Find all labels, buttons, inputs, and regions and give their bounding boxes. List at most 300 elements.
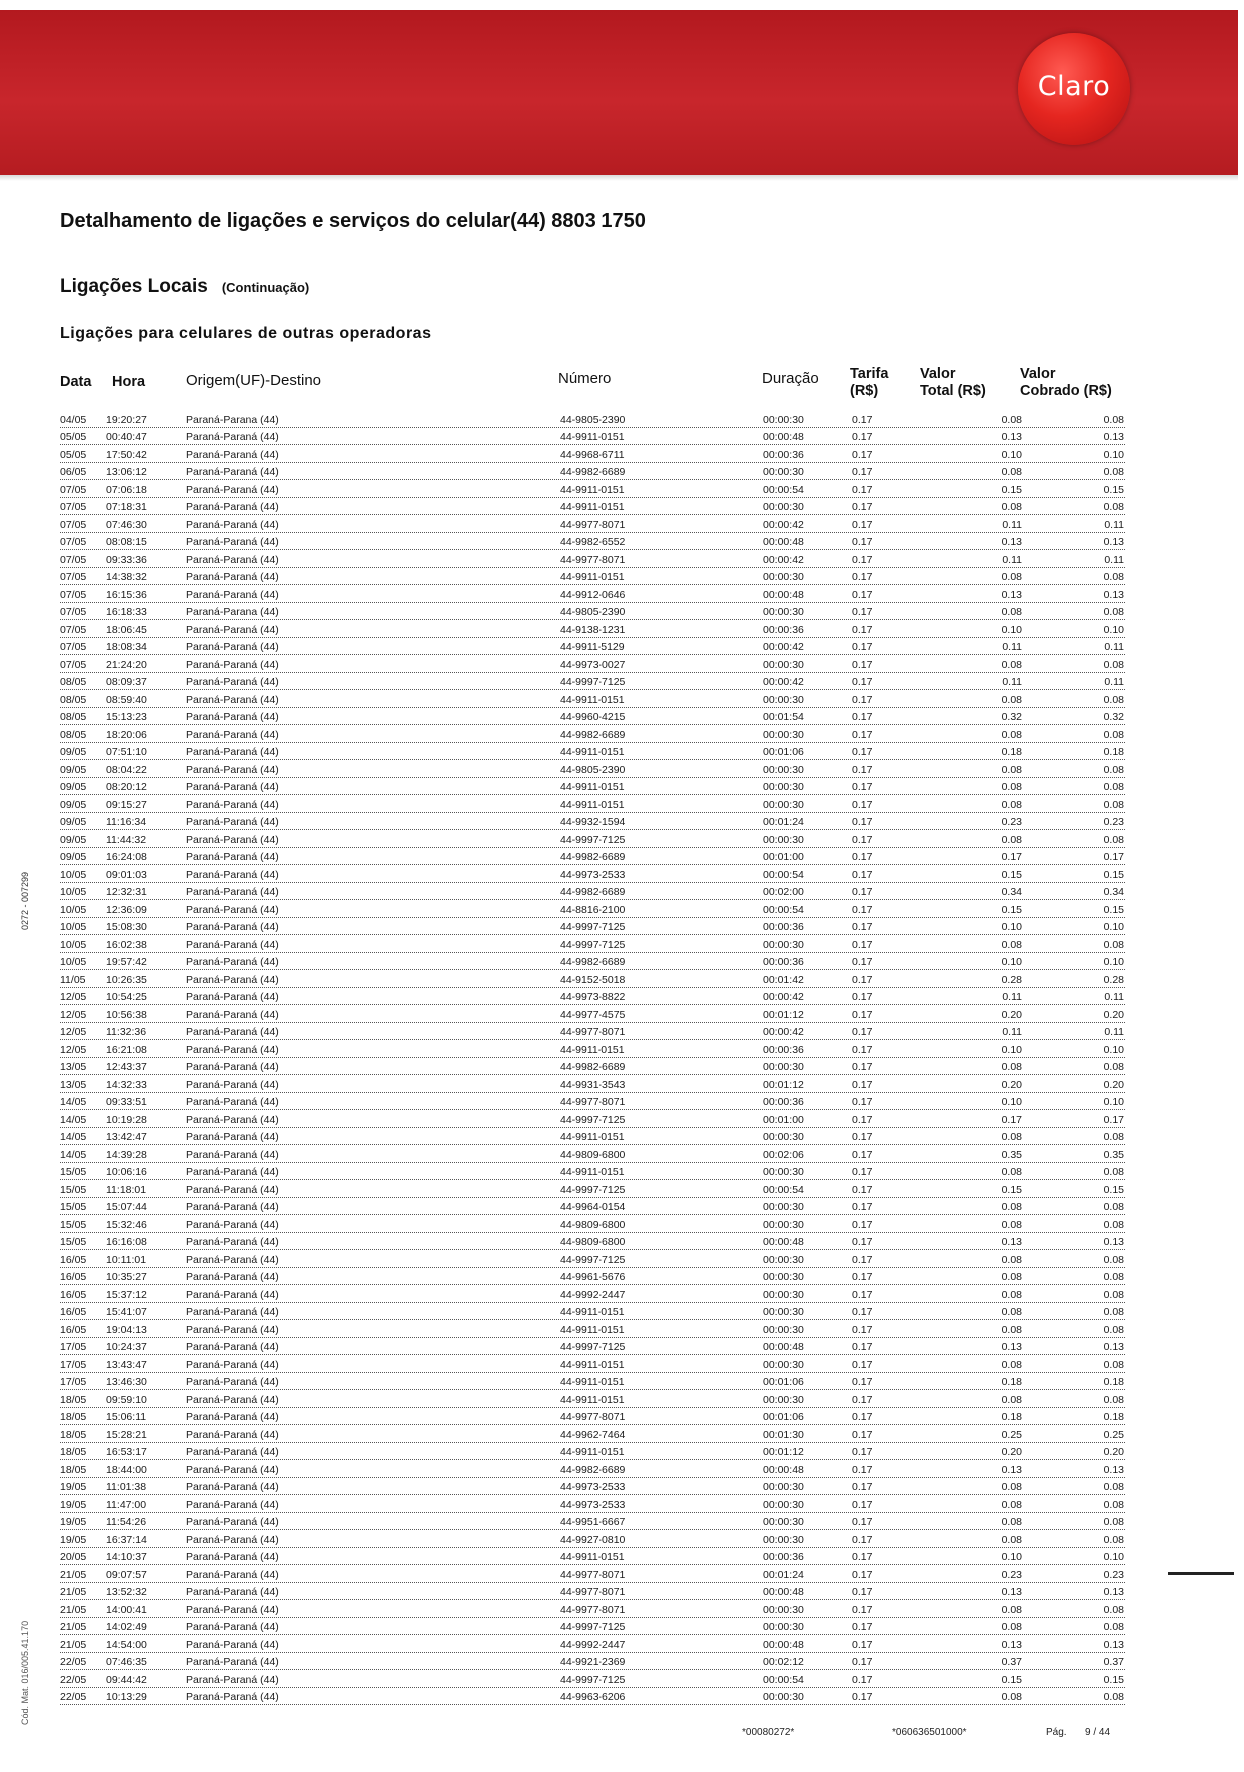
cell-tarifa: 0.17 — [852, 746, 873, 758]
cell-numero: 44-9921-2369 — [560, 1656, 626, 1668]
cell-origem: Paraná-Paraná (44) — [186, 728, 279, 741]
cell-valor-cobrado: 0.08 — [1103, 693, 1124, 706]
cell-origem: Paraná-Paraná (44) — [186, 991, 279, 1003]
cell-duracao: 00:01:12 — [763, 1078, 804, 1091]
cell-valor-total: 0.08 — [1001, 658, 1022, 671]
cell-valor-total: 0.10 — [1001, 1096, 1022, 1108]
cell-tarifa: 0.17 — [852, 921, 873, 933]
cell-origem: Paraná-Paraná (44) — [186, 1603, 279, 1616]
cell-numero: 44-9911-0151 — [560, 781, 625, 793]
cell-numero: 44-9997-7125 — [560, 1183, 626, 1196]
cell-valor-cobrado: 0.08 — [1103, 1201, 1124, 1213]
cell-numero: 44-9997-7125 — [560, 1113, 626, 1126]
cell-origem: Paraná-Paraná (44) — [186, 1008, 279, 1021]
cell-duracao: 00:00:30 — [763, 1481, 804, 1493]
cell-valor-cobrado: 0.20 — [1103, 1078, 1124, 1091]
cell-numero: 44-9992-2447 — [560, 1638, 626, 1651]
table-row — [60, 1110, 1125, 1128]
cell-valor-total: 0.08 — [1001, 466, 1022, 478]
cell-tarifa: 0.17 — [852, 1096, 873, 1108]
cell-data: 15/05 — [60, 1218, 87, 1231]
cell-valor-cobrado: 0.08 — [1103, 1131, 1124, 1143]
cell-data: 19/05 — [60, 1498, 87, 1511]
cell-duracao: 00:01:12 — [763, 1008, 804, 1021]
cell-origem: Paraná-Parana (44) — [186, 606, 279, 618]
cell-valor-cobrado: 0.08 — [1103, 798, 1124, 811]
cell-valor-cobrado: 0.32 — [1103, 711, 1124, 723]
cell-tarifa: 0.17 — [852, 1621, 873, 1633]
table-row — [60, 428, 1125, 446]
cell-hora: 12:43:37 — [106, 1061, 147, 1073]
cell-valor-cobrado: 0.13 — [1103, 588, 1124, 601]
cell-hora: 07:46:35 — [106, 1656, 147, 1668]
cell-valor-total: 0.25 — [1001, 1428, 1022, 1441]
cell-tarifa: 0.17 — [852, 1323, 873, 1336]
cell-duracao: 00:02:12 — [763, 1656, 804, 1668]
cell-origem: Paraná-Paraná (44) — [186, 1236, 279, 1248]
cell-valor-cobrado: 0.08 — [1103, 466, 1124, 478]
cell-valor-cobrado: 0.10 — [1103, 921, 1124, 933]
cell-valor-cobrado: 0.11 — [1104, 991, 1124, 1003]
cell-valor-total: 0.23 — [1001, 1568, 1022, 1581]
cell-numero: 44-9982-6689 — [560, 886, 626, 898]
cell-duracao: 00:00:30 — [763, 1253, 804, 1266]
cell-hora: 21:24:20 — [106, 658, 147, 671]
cell-valor-total: 0.08 — [1001, 781, 1022, 793]
cell-data: 18/05 — [60, 1463, 87, 1476]
cell-hora: 16:53:17 — [106, 1446, 147, 1458]
cell-data: 16/05 — [60, 1306, 87, 1318]
cell-valor-total: 0.08 — [1001, 1393, 1022, 1406]
cell-hora: 08:59:40 — [106, 693, 147, 706]
section-note: (Continuação) — [221, 280, 310, 295]
table-row — [60, 1653, 1125, 1671]
col-header-valor-cobrado — [1020, 366, 1112, 400]
cell-origem: Paraná-Paraná (44) — [186, 1621, 279, 1633]
cell-tarifa: 0.17 — [852, 1568, 873, 1581]
cell-hora: 11:47:00 — [106, 1498, 147, 1511]
cell-tarifa: 0.17 — [852, 851, 873, 863]
cell-tarifa: 0.17 — [852, 1358, 873, 1371]
cell-duracao: 00:00:30 — [763, 1271, 804, 1283]
cell-hora: 11:16:34 — [106, 816, 147, 828]
cell-data: 18/05 — [60, 1411, 87, 1423]
cell-data: 07/05 — [60, 501, 87, 513]
cell-duracao: 00:02:06 — [763, 1148, 804, 1161]
cell-duracao: 00:00:42 — [763, 1026, 804, 1038]
cell-numero: 44-9997-7125 — [560, 676, 626, 688]
col-header-numero: Número — [558, 370, 612, 387]
cell-duracao: 00:00:30 — [763, 1288, 804, 1301]
cell-origem: Paraná-Paraná (44) — [186, 921, 279, 933]
cell-hora: 14:39:28 — [106, 1148, 147, 1161]
table-row — [60, 1600, 1125, 1618]
cell-valor-total: 0.18 — [1001, 1411, 1022, 1423]
cell-valor-cobrado: 0.10 — [1103, 623, 1124, 636]
call-table — [60, 410, 1125, 1705]
section-name: Ligações Locais — [60, 276, 208, 297]
table-row — [60, 743, 1125, 761]
cell-numero: 44-9977-8071 — [560, 1411, 626, 1423]
cell-duracao: 00:00:36 — [763, 1096, 804, 1108]
cell-valor-total: 0.10 — [1001, 1043, 1022, 1056]
cell-valor-cobrado: 0.08 — [1103, 1533, 1124, 1546]
cell-data: 04/05 — [60, 413, 87, 426]
cell-tarifa: 0.17 — [852, 1113, 873, 1126]
cell-valor-cobrado: 0.08 — [1103, 1481, 1124, 1493]
cell-hora: 16:16:08 — [106, 1236, 147, 1248]
cell-origem: Paraná-Paraná (44) — [186, 641, 279, 653]
cell-data: 22/05 — [60, 1656, 87, 1668]
cell-hora: 18:44:00 — [106, 1463, 147, 1476]
cell-duracao: 00:00:30 — [763, 1306, 804, 1318]
cell-numero: 44-9927-0810 — [560, 1533, 626, 1546]
cell-origem: Paraná-Paraná (44) — [186, 1393, 279, 1406]
cell-valor-total: 0.08 — [1001, 1253, 1022, 1266]
cell-valor-total: 0.08 — [1001, 413, 1022, 426]
cell-duracao: 00:00:30 — [763, 728, 804, 741]
cell-origem: Paraná-Paraná (44) — [186, 1673, 279, 1686]
cell-tarifa: 0.17 — [852, 1428, 873, 1441]
table-row — [60, 1408, 1125, 1426]
cell-duracao: 00:00:54 — [763, 1673, 804, 1686]
cell-numero: 44-9982-6689 — [560, 1463, 626, 1476]
cell-duracao: 00:00:30 — [763, 1218, 804, 1231]
cell-duracao: 00:00:30 — [763, 798, 804, 811]
cell-tarifa: 0.17 — [852, 956, 873, 968]
cell-tarifa: 0.17 — [852, 1673, 873, 1686]
cell-valor-cobrado: 0.08 — [1103, 413, 1124, 426]
table-row — [60, 1513, 1125, 1531]
cell-numero: 44-9805-2390 — [560, 606, 626, 618]
cell-hora: 11:01:38 — [106, 1481, 147, 1493]
cell-tarifa: 0.17 — [852, 1201, 873, 1213]
material-code: Cód. Mat. 016/005.41.170 — [20, 1620, 30, 1725]
cell-origem: Paraná-Paraná (44) — [186, 1656, 279, 1668]
cell-valor-total: 0.11 — [1002, 676, 1022, 688]
cell-data: 13/05 — [60, 1078, 87, 1091]
cell-origem: Paraná-Paraná (44) — [186, 973, 279, 986]
cell-valor-total: 0.17 — [1001, 1113, 1022, 1126]
cell-valor-total: 0.08 — [1001, 693, 1022, 706]
cell-origem: Paraná-Paraná (44) — [186, 1078, 279, 1091]
cell-hora: 08:04:22 — [106, 763, 147, 776]
cell-valor-total: 0.32 — [1001, 711, 1022, 723]
cell-valor-total: 0.08 — [1001, 833, 1022, 846]
cell-valor-cobrado: 0.18 — [1103, 1376, 1124, 1388]
cell-hora: 10:24:37 — [106, 1341, 147, 1353]
col-header-hora: Hora — [112, 374, 146, 390]
cell-hora: 16:37:14 — [106, 1533, 147, 1546]
cell-origem: Paraná-Paraná (44) — [186, 501, 279, 513]
table-row — [60, 1023, 1125, 1041]
cell-valor-cobrado: 0.08 — [1103, 1516, 1124, 1528]
cell-duracao: 00:00:42 — [763, 676, 804, 688]
cell-numero: 44-9931-3543 — [560, 1078, 626, 1091]
cell-origem: Paraná-Paraná (44) — [186, 518, 279, 531]
cell-duracao: 00:00:30 — [763, 571, 804, 583]
cell-valor-total: 0.10 — [1001, 956, 1022, 968]
cell-numero: 44-9911-0151 — [560, 571, 625, 583]
cell-duracao: 00:00:30 — [763, 938, 804, 951]
cell-data: 21/05 — [60, 1603, 87, 1616]
cell-numero: 44-9138-1231 — [560, 623, 626, 636]
cell-origem: Paraná-Paraná (44) — [186, 1306, 279, 1318]
cell-origem: Paraná-Paraná (44) — [186, 938, 279, 951]
cell-origem: Paraná-Paraná (44) — [186, 851, 279, 863]
cell-data: 05/05 — [60, 448, 87, 461]
cell-hora: 14:02:49 — [106, 1621, 147, 1633]
cell-data: 06/05 — [60, 466, 87, 478]
cell-origem: Paraná-Paraná (44) — [186, 1061, 279, 1073]
cell-valor-cobrado: 0.11 — [1104, 676, 1124, 688]
cell-tarifa: 0.17 — [852, 1393, 873, 1406]
cell-valor-total: 0.35 — [1001, 1148, 1022, 1161]
cell-valor-cobrado: 0.08 — [1103, 1621, 1124, 1633]
table-row — [60, 1250, 1125, 1268]
cell-duracao: 00:00:36 — [763, 448, 804, 461]
table-row — [60, 498, 1125, 516]
cell-numero: 44-9911-0151 — [560, 693, 625, 706]
cell-valor-total: 0.13 — [1001, 536, 1022, 548]
cell-hora: 10:11:01 — [106, 1253, 147, 1266]
cell-origem: Paraná-Paraná (44) — [186, 1411, 279, 1423]
claro-logo — [1018, 33, 1130, 145]
cell-data: 12/05 — [60, 1008, 87, 1021]
cell-numero: 44-9977-8071 — [560, 1568, 626, 1581]
cell-valor-total: 0.08 — [1001, 763, 1022, 776]
cell-valor-cobrado: 0.10 — [1103, 1043, 1124, 1056]
cell-duracao: 00:00:54 — [763, 903, 804, 916]
cell-valor-cobrado: 0.10 — [1103, 448, 1124, 461]
cell-hora: 14:32:33 — [106, 1078, 147, 1091]
cell-duracao: 00:00:30 — [763, 1061, 804, 1073]
cell-valor-total: 0.28 — [1001, 973, 1022, 986]
cell-origem: Paraná-Paraná (44) — [186, 1043, 279, 1056]
logo-text: Claro — [1037, 71, 1111, 102]
table-row — [60, 1583, 1125, 1601]
cell-duracao: 00:02:00 — [763, 886, 804, 898]
cell-valor-cobrado: 0.08 — [1103, 1498, 1124, 1511]
cell-tarifa: 0.17 — [852, 1603, 873, 1616]
cell-valor-cobrado: 0.20 — [1103, 1446, 1124, 1458]
cell-tarifa: 0.17 — [852, 483, 873, 496]
table-row — [60, 515, 1125, 533]
cell-hora: 16:18:33 — [106, 606, 147, 618]
cell-tarifa: 0.17 — [852, 1533, 873, 1546]
cell-valor-cobrado: 0.13 — [1103, 536, 1124, 548]
cell-valor-total: 0.08 — [1001, 1358, 1022, 1371]
cell-data: 22/05 — [60, 1691, 87, 1703]
cell-valor-cobrado: 0.25 — [1103, 1428, 1124, 1441]
cell-data: 21/05 — [60, 1568, 87, 1581]
cell-tarifa: 0.17 — [852, 763, 873, 776]
cell-origem: Paraná-Paraná (44) — [186, 781, 279, 793]
cell-origem: Paraná-Paraná (44) — [186, 1341, 279, 1353]
cell-origem: Paraná-Paraná (44) — [186, 746, 279, 758]
cell-hora: 10:26:35 — [106, 973, 147, 986]
cell-valor-total: 0.11 — [1002, 991, 1022, 1003]
cell-numero: 44-9911-0151 — [560, 1131, 625, 1143]
cell-origem: Paraná-Paraná (44) — [186, 1253, 279, 1266]
cell-data: 10/05 — [60, 868, 87, 881]
cell-data: 12/05 — [60, 1043, 87, 1056]
cell-valor-cobrado: 0.08 — [1103, 1306, 1124, 1318]
cell-duracao: 00:00:30 — [763, 466, 804, 478]
cell-hora: 09:44:42 — [106, 1673, 147, 1686]
cell-hora: 10:35:27 — [106, 1271, 147, 1283]
table-row — [60, 1180, 1125, 1198]
margin-mark — [1168, 1572, 1234, 1575]
cell-valor-total: 0.37 — [1001, 1656, 1022, 1668]
cell-valor-total: 0.10 — [1001, 1551, 1022, 1563]
cell-hora: 14:00:41 — [106, 1603, 147, 1616]
cell-data: 21/05 — [60, 1638, 87, 1651]
section-title — [60, 276, 309, 298]
cell-hora: 08:20:12 — [106, 781, 147, 793]
cell-data: 15/05 — [60, 1166, 87, 1178]
cell-tarifa: 0.17 — [852, 413, 873, 426]
cell-numero: 44-9911-0151 — [560, 1393, 625, 1406]
cell-valor-total: 0.17 — [1001, 851, 1022, 863]
cell-tarifa: 0.17 — [852, 641, 873, 653]
cell-valor-total: 0.13 — [1001, 1236, 1022, 1248]
cell-data: 09/05 — [60, 851, 87, 863]
cell-duracao: 00:00:30 — [763, 833, 804, 846]
cell-valor-total: 0.20 — [1001, 1446, 1022, 1458]
cell-hora: 16:02:38 — [106, 938, 147, 951]
cell-origem: Paraná-Paraná (44) — [186, 676, 279, 688]
cell-data: 12/05 — [60, 991, 87, 1003]
table-row — [60, 638, 1125, 656]
cell-data: 08/05 — [60, 728, 87, 741]
cell-data: 17/05 — [60, 1376, 87, 1388]
table-row — [60, 1198, 1125, 1216]
cell-duracao: 00:01:06 — [763, 1411, 804, 1423]
cell-data: 08/05 — [60, 693, 87, 706]
cell-valor-total: 0.18 — [1001, 746, 1022, 758]
cell-duracao: 00:00:30 — [763, 1691, 804, 1703]
cell-data: 10/05 — [60, 921, 87, 933]
cell-hora: 15:08:30 — [106, 921, 147, 933]
table-row — [60, 1040, 1125, 1058]
cell-valor-cobrado: 0.20 — [1103, 1008, 1124, 1021]
table-row — [60, 445, 1125, 463]
cell-hora: 14:10:37 — [106, 1551, 147, 1563]
cell-numero: 44-9982-6689 — [560, 956, 626, 968]
cell-tarifa: 0.17 — [852, 501, 873, 513]
cell-data: 21/05 — [60, 1621, 87, 1633]
cell-numero: 44-9951-6667 — [560, 1516, 626, 1528]
cell-hora: 18:08:34 — [106, 641, 147, 653]
table-row — [60, 603, 1125, 621]
table-row — [60, 1145, 1125, 1163]
cell-valor-cobrado: 0.11 — [1104, 518, 1124, 531]
cell-valor-cobrado: 0.08 — [1103, 571, 1124, 583]
table-row — [60, 1373, 1125, 1391]
cell-data: 07/05 — [60, 588, 87, 601]
col-header-valor-cobrado-line2: Cobrado (R$) — [1020, 383, 1112, 399]
cell-duracao: 00:00:48 — [763, 1586, 804, 1598]
cell-data: 12/05 — [60, 1026, 87, 1038]
cell-valor-cobrado: 0.18 — [1103, 1411, 1124, 1423]
cell-tarifa: 0.17 — [852, 1516, 873, 1528]
cell-tarifa: 0.17 — [852, 1253, 873, 1266]
cell-duracao: 00:00:36 — [763, 1043, 804, 1056]
cell-origem: Paraná-Paraná (44) — [186, 868, 279, 881]
cell-hora: 15:32:46 — [106, 1218, 147, 1231]
cell-numero: 44-9932-1594 — [560, 816, 626, 828]
table-row — [60, 480, 1125, 498]
cell-valor-cobrado: 0.08 — [1103, 1288, 1124, 1301]
cell-origem: Paraná-Paraná (44) — [186, 1428, 279, 1441]
cell-numero: 44-9997-7125 — [560, 921, 626, 933]
table-row — [60, 1005, 1125, 1023]
cell-data: 13/05 — [60, 1061, 87, 1073]
cell-tarifa: 0.17 — [852, 1026, 873, 1038]
cell-hora: 08:09:37 — [106, 676, 147, 688]
cell-valor-cobrado: 0.08 — [1103, 1323, 1124, 1336]
cell-origem: Paraná-Paraná (44) — [186, 693, 279, 706]
cell-data: 11/05 — [60, 973, 86, 986]
table-row — [60, 1320, 1125, 1338]
cell-data: 09/05 — [60, 781, 87, 793]
cell-tarifa: 0.17 — [852, 1131, 873, 1143]
subsection-title: Ligações para celulares de outras operadoras — [60, 325, 432, 342]
table-row — [60, 1093, 1125, 1111]
cell-numero: 44-9997-7125 — [560, 1253, 626, 1266]
cell-data: 09/05 — [60, 833, 87, 846]
cell-numero: 44-9805-2390 — [560, 763, 626, 776]
cell-origem: Paraná-Paraná (44) — [186, 1218, 279, 1231]
cell-valor-total: 0.08 — [1001, 1516, 1022, 1528]
table-row — [60, 795, 1125, 813]
table-row — [60, 1163, 1125, 1181]
cell-hora: 15:07:44 — [106, 1201, 147, 1213]
col-header-data: Data — [60, 374, 92, 390]
cell-numero: 44-9809-6800 — [560, 1218, 626, 1231]
cell-hora: 17:50:42 — [106, 448, 147, 461]
cell-valor-cobrado: 0.10 — [1103, 1551, 1124, 1563]
cell-valor-total: 0.34 — [1001, 886, 1022, 898]
cell-valor-cobrado: 0.08 — [1103, 1358, 1124, 1371]
table-row — [60, 1618, 1125, 1636]
cell-valor-total: 0.11 — [1002, 641, 1022, 653]
cell-valor-total: 0.15 — [1001, 868, 1022, 881]
cell-numero: 44-9977-8071 — [560, 1096, 626, 1108]
cell-tarifa: 0.17 — [852, 1148, 873, 1161]
table-row — [60, 1233, 1125, 1251]
cell-valor-cobrado: 0.34 — [1103, 886, 1124, 898]
cell-valor-cobrado: 0.08 — [1103, 1061, 1124, 1073]
cell-valor-total: 0.08 — [1001, 606, 1022, 618]
cell-numero: 44-8816-2100 — [560, 903, 626, 916]
cell-numero: 44-9973-0027 — [560, 658, 626, 671]
cell-hora: 16:15:36 — [106, 588, 147, 601]
cell-tarifa: 0.17 — [852, 658, 873, 671]
cell-origem: Paraná-Paraná (44) — [186, 1113, 279, 1126]
cell-hora: 18:06:45 — [106, 623, 147, 636]
cell-tarifa: 0.17 — [852, 1166, 873, 1178]
cell-hora: 13:46:30 — [106, 1376, 147, 1388]
cell-valor-total: 0.08 — [1001, 938, 1022, 951]
cell-duracao: 00:00:30 — [763, 781, 804, 793]
cell-valor-cobrado: 0.08 — [1103, 938, 1124, 951]
cell-duracao: 00:00:42 — [763, 641, 804, 653]
cell-origem: Paraná-Paraná (44) — [186, 1131, 279, 1143]
cell-data: 15/05 — [60, 1183, 87, 1196]
cell-origem: Paraná-Paraná (44) — [186, 466, 279, 478]
